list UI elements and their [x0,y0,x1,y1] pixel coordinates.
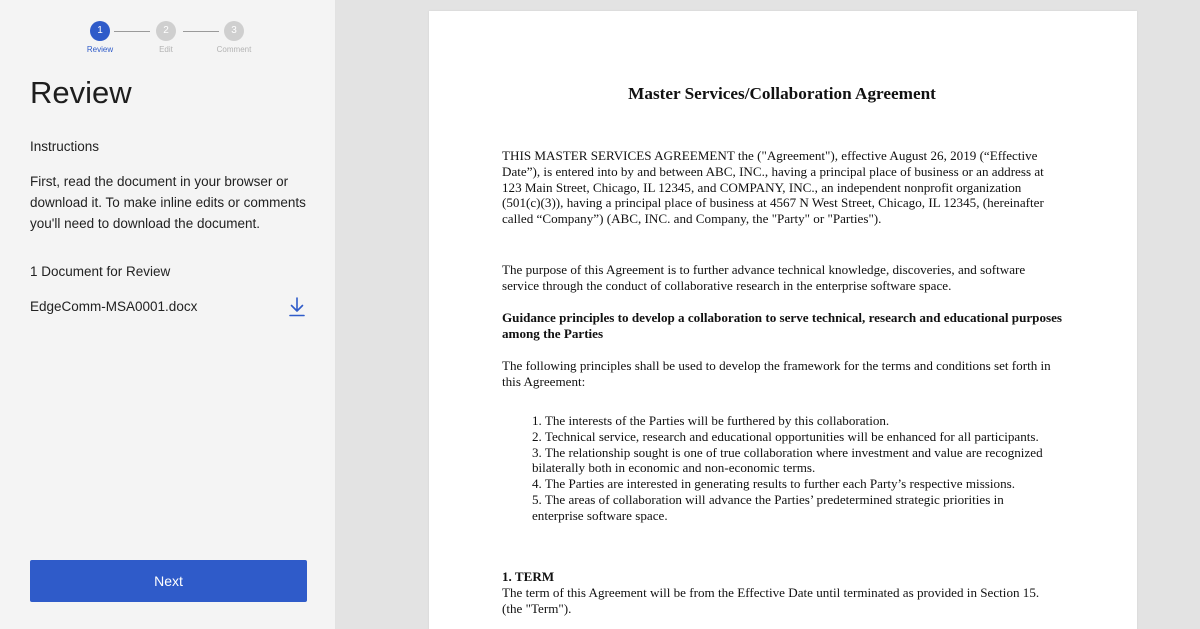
step-review[interactable] [70,21,130,54]
purpose-paragraph: The purpose of this Agreement is to further advance technical knowledge, discoveries, and software service through the conduct of collaborative research in the enterprise software space. [502,262,1026,293]
document-count-label: 1 Document for Review [30,264,171,279]
guidance-heading: Guidance principles to develop a collaboration to serve technical, research and educational purposes among the Parties [502,310,1062,341]
next-button[interactable]: Next [30,560,307,602]
list-item: 2. Technical service, research and educational opportunities will be enhanced for all participants. [532,428,1039,444]
stepper [70,21,270,61]
step-label: Comment [216,45,252,54]
step-label: Edit [159,45,173,54]
list-item: 3. The relationship sought is one of true collaboration where investment and value are recognized bilaterally both in economic and non-economic terms. [532,444,1043,476]
step-number: 2 [156,21,176,41]
document-page [429,11,1137,629]
document-viewer[interactable] [336,0,1200,629]
step-label: Review [86,45,114,54]
list-item: 1. The interests of the Parties will be furthered by this collaboration. [532,413,890,428]
term-heading: 1. TERM [502,569,555,584]
step-edit[interactable] [136,21,196,54]
page-title: Review [30,75,132,110]
agreement-intro-paragraph: THIS MASTER SERVICES AGREEMENT the ("Agreement"), effective August 26, 2019 (“Effective Date”), is entered into by and between ABC, INC., having a principal place of business or an address at 123 Main Street, Chicago, IL 12345, and COMPANY, INC., an independent nonprofit organization (501(c)(3)), having a principal place of business at 4567 N West Street, Chicago, IL 12345, (hereinafter called “Company”) (ABC, INC. and Company, the "Party" or "Parties"). [502,148,1044,227]
principles-intro-paragraph: The following principles shall be used to develop the framework for the terms and conditions set forth in this Agreement: [502,358,1051,389]
term-paragraph: The term of this Agreement will be from the Effective Date until terminated as provided in Section 15. (the "Term"). [502,585,1040,616]
list-item: 4. The Parties are interested in generating results to further each Party’s respective missions. [532,476,1015,492]
file-row [30,296,308,320]
left-panel [0,0,336,629]
step-number: 3 [224,21,244,41]
list-item: 5. The areas of collaboration will advance the Parties’ predetermined strategic priorities in enterprise software space. [532,491,1004,523]
principles-list [532,413,1057,524]
document-title: Master Services/Collaboration Agreement [628,84,936,103]
instructions-text: First, read the document in your browser or download it. To make inline edits or comments you'll need to download the document. [30,174,306,231]
download-icon[interactable] [288,296,306,318]
instructions-heading: Instructions [30,139,100,154]
file-name[interactable]: EdgeComm-MSA0001.docx [30,299,198,314]
step-comment[interactable] [204,21,264,54]
step-number: 1 [90,21,110,41]
